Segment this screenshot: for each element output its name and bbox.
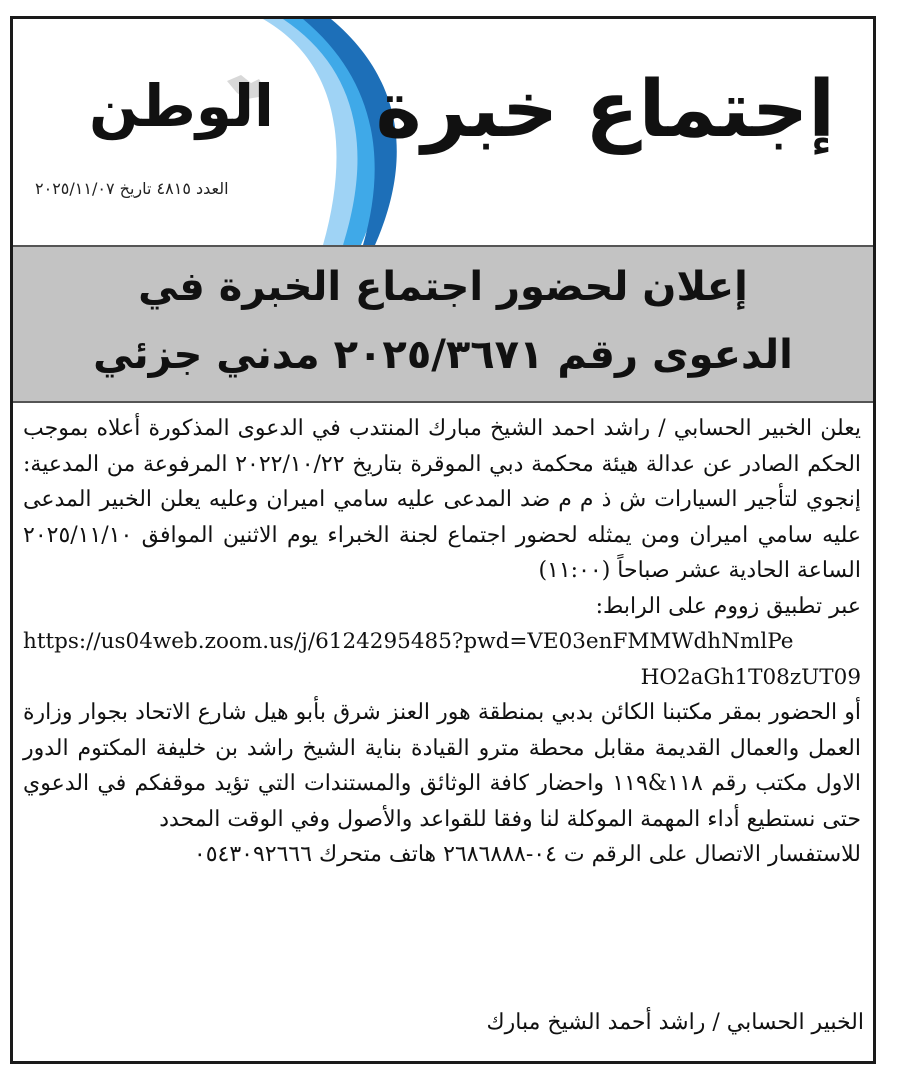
zoom-link-line-1[interactable]: https://us04web.zoom.us/j/6124295485?pwd=VE03enFMMWdhNmlPe xyxy=(23,629,794,654)
signature: الخبير الحسابي / راشد أحمد الشيخ مبارك xyxy=(486,1010,864,1035)
notice-paragraph-3: أو الحضور بمقر مكتبنا الكائن بدبي بمنطقة هور العنز شرق بأبو هيل شارع الاتحاد بجوار وزارة العمل والعمال القديمة مقابل محطة مترو القيادة بناية الشيخ راشد بن خليفة المكتوم الدور الاول مكتب رقم ١١٨&١١٩ واحضار كافة الوثائق والمستندات التي تؤيد موقفكم في الدعوي حتى نستطيع أداء المهمة الموكلة لنا وفقا للقواعد والأصول وفي الوقت المحدد xyxy=(23,700,861,832)
banner-line-1: إعلان لحضور اجتماع الخبرة في xyxy=(138,264,748,310)
notice-frame xyxy=(10,16,876,1064)
announcement-banner xyxy=(13,245,873,403)
header xyxy=(13,19,873,245)
contact-line: للاستفسار الاتصال على الرقم ت ٠٤-٢٦٨٦٨٨٨ هاتف متحرك ٠٥٤٣٠٩٢٦٦٦ xyxy=(193,842,861,867)
issue-date: العدد ٤٨١٥ تاريخ ٢٠٢٥/١١/٠٧ xyxy=(35,179,229,198)
page-title: إجتماع خبرة xyxy=(375,65,835,155)
banner-line-2: الدعوى رقم ٢٠٢٥/٣٦٧١ مدني جزئي xyxy=(93,332,793,378)
notice-body xyxy=(23,411,861,873)
zoom-link-line-2[interactable]: HO2aGh1T08zUT09 xyxy=(640,664,861,690)
notice-paragraph-2: عبر تطبيق زووم على الرابط: xyxy=(595,593,861,619)
notice-paragraph-1: يعلن الخبير الحسابي / راشد احمد الشيخ مبارك المنتدب في الدعوى المذكورة أعلاه بموجب الحكم الصادر عن عدالة هيئة محكمة دبي الموقرة بتاريخ ٢٠٢٢/١٠/٢٢ المرفوعة من المدعية: إنجوي لتأجير السيارات ش ذ م م ضد المدعى عليه سامي اميران وعليه يعلن الخبير المدعى عليه سامي اميران ومن يمثله لحضور اجتماع لجنة الخبراء يوم الاثنين الموافق ٢٠٢٥/١١/١٠ الساعة الحادية عشر صباحاً (١١:٠٠) xyxy=(23,416,862,583)
newspaper-logo: الوطن xyxy=(89,72,274,140)
